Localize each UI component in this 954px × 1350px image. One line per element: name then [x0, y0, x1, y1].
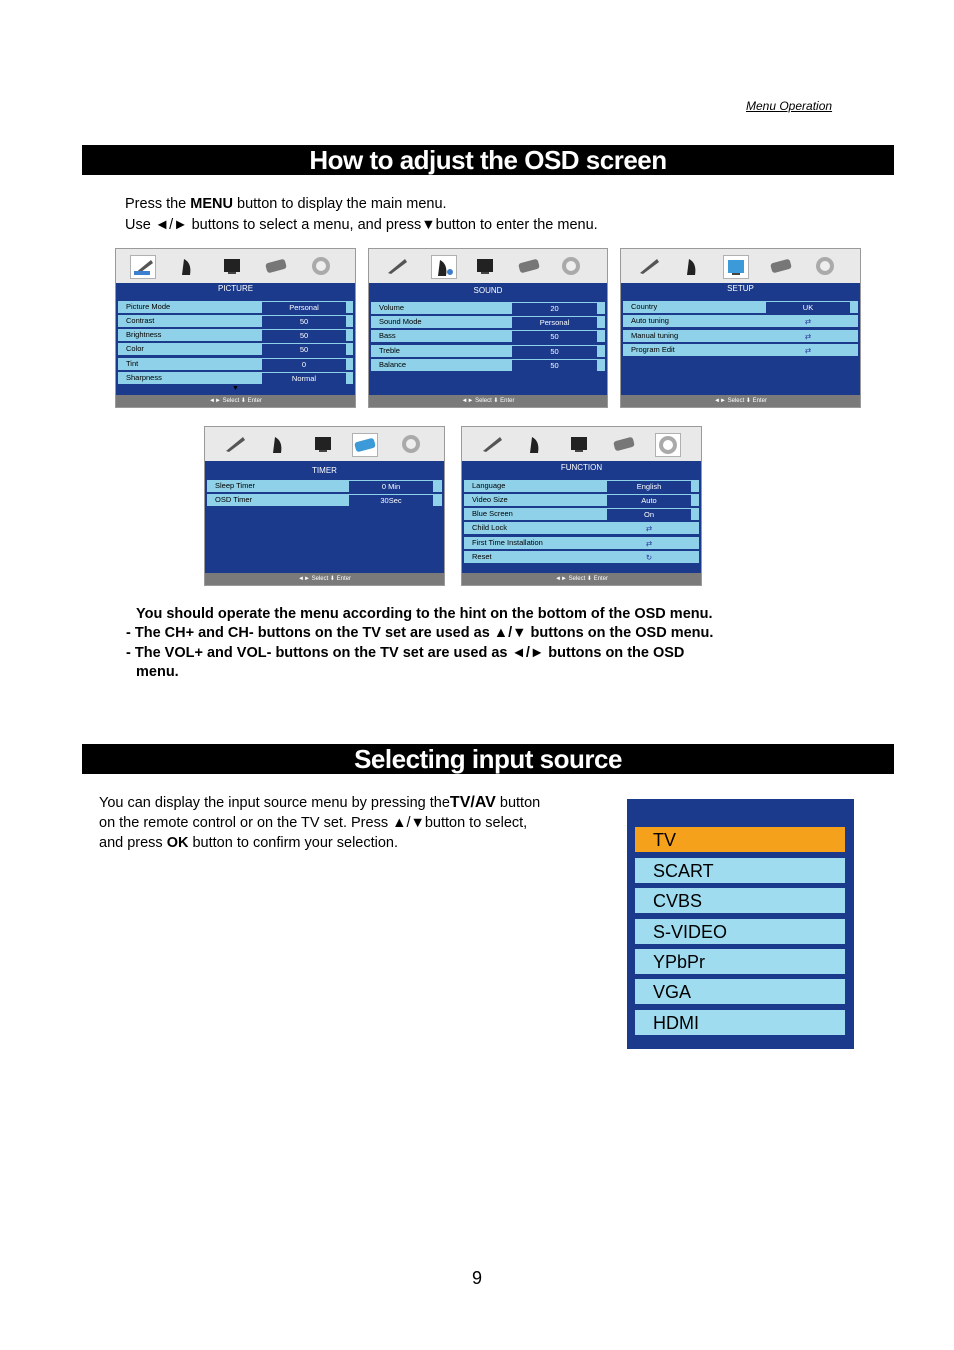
- osd-icon-bar: [116, 249, 355, 283]
- row-label: Auto tuning: [631, 316, 669, 325]
- timer-icon: [352, 433, 378, 457]
- sound-icon: [681, 255, 705, 277]
- menu-title: SOUND: [473, 286, 503, 295]
- source-label: HDMI: [653, 1013, 699, 1033]
- row-value: Personal: [262, 302, 346, 313]
- source-label: VGA: [653, 982, 692, 1002]
- hint-line-3: - The VOL+ and VOL- buttons on the TV set are used as ◄/► buttons on the OSD: [126, 645, 685, 661]
- source-item-tv[interactable]: [635, 827, 845, 852]
- menu-row[interactable]: [464, 522, 699, 534]
- menu-row[interactable]: [464, 480, 699, 492]
- menu-title: TIMER: [312, 466, 337, 475]
- tvav-keyword: TV/AV: [449, 794, 496, 811]
- row-value: 50: [262, 330, 346, 341]
- row-label: Reset: [472, 552, 492, 561]
- source-item-svideo[interactable]: [635, 919, 845, 944]
- row-value: 50: [512, 331, 597, 342]
- osd-setup-menu: [620, 248, 861, 408]
- timer-icon: [264, 255, 288, 277]
- source-label: S-VIDEO: [653, 922, 728, 942]
- menu-row[interactable]: [118, 372, 353, 384]
- menu-row[interactable]: [118, 358, 353, 370]
- row-label: Treble: [379, 346, 400, 355]
- row-value: English: [607, 481, 691, 492]
- row-value: UK: [766, 302, 850, 313]
- swap-icon: ⇄: [645, 524, 653, 533]
- picture-icon: [637, 255, 661, 277]
- row-value: 50: [262, 344, 346, 355]
- setup-icon: [567, 433, 591, 455]
- menu-row[interactable]: [371, 330, 605, 342]
- setup-icon: [473, 255, 497, 277]
- osd-icon-bar: [369, 249, 607, 283]
- swap-icon: ⇄: [804, 332, 812, 341]
- menu-row[interactable]: [207, 494, 442, 506]
- row-value: Normal: [262, 373, 346, 384]
- row-label: Country: [631, 302, 658, 311]
- menu-row[interactable]: [371, 302, 605, 314]
- text: button to confirm your selection.: [188, 835, 399, 851]
- row-label: Color: [126, 344, 144, 353]
- function-icon: [559, 255, 583, 277]
- timer-icon: [517, 255, 541, 277]
- row-label: Sharpness: [126, 373, 162, 382]
- menu-row[interactable]: [464, 494, 699, 506]
- menu-footer-hint: ◄► Select ⬇ Enter: [116, 395, 355, 407]
- text: and press: [99, 835, 167, 851]
- hint-line-2: - The CH+ and CH- buttons on the TV set are used as ▲/▼ buttons on the OSD menu.: [126, 625, 714, 641]
- menu-row[interactable]: [623, 315, 858, 327]
- row-label: Manual tuning: [631, 331, 679, 340]
- menu-row[interactable]: [371, 316, 605, 328]
- intro-pre: Press the: [125, 196, 191, 212]
- hint-line-1: You should operate the menu according to the hint on the bottom of the OSD menu.: [136, 606, 713, 622]
- osd-function-menu: [461, 426, 702, 586]
- picture-icon: [385, 255, 409, 277]
- osd-icon-bar: [205, 427, 444, 461]
- menu-footer-hint: ◄► Select ⬇ Enter: [205, 573, 444, 585]
- row-label: First Time Installation: [472, 538, 543, 547]
- sound-icon: [524, 433, 548, 455]
- source-item-ypbpr[interactable]: [635, 949, 845, 974]
- setup-icon: [311, 433, 335, 455]
- menu-row[interactable]: [371, 345, 605, 357]
- row-label: Video Size: [472, 495, 508, 504]
- row-label: Tint: [126, 359, 139, 368]
- row-value: Personal: [512, 317, 597, 328]
- source-item-hdmi[interactable]: [635, 1010, 845, 1035]
- menu-row[interactable]: [118, 315, 353, 327]
- sound-icon: [431, 255, 457, 279]
- scroll-down-icon: ▼: [232, 385, 239, 392]
- picture-icon: [223, 433, 247, 455]
- row-label: Balance: [379, 360, 407, 369]
- row-label: Sound Mode: [379, 317, 422, 326]
- source-line-1: [99, 793, 540, 813]
- source-line-2: on the remote control or on the TV set. Press ▲/▼button to select,: [99, 815, 528, 831]
- reset-icon: ↻: [645, 553, 653, 562]
- row-value: 0 Min: [349, 481, 433, 492]
- menu-row[interactable]: [623, 301, 858, 313]
- menu-footer-hint: ◄► Select ⬇ Enter: [621, 395, 860, 407]
- intro-line-2: Use ◄/► buttons to select a menu, and press▼button to enter the menu.: [125, 217, 598, 233]
- picture-icon: [130, 255, 156, 279]
- menu-keyword: MENU: [190, 196, 233, 212]
- menu-title: FUNCTION: [560, 463, 603, 472]
- source-instructions: [99, 793, 540, 853]
- source-item-scart[interactable]: [635, 858, 845, 883]
- source-item-cvbs[interactable]: [635, 888, 845, 913]
- header-note: Menu Operation: [746, 99, 833, 113]
- menu-footer-hint: ◄► Select ⬇ Enter: [462, 573, 701, 585]
- menu-row[interactable]: [623, 344, 858, 356]
- sound-icon: [267, 433, 291, 455]
- row-label: Language: [472, 481, 506, 490]
- row-label: Brightness: [126, 330, 162, 339]
- source-label: TV: [653, 830, 677, 850]
- input-source-menu: [627, 799, 854, 1049]
- row-label: Program Edit: [631, 345, 675, 354]
- setup-icon: [220, 255, 244, 277]
- row-label: Contrast: [126, 316, 155, 325]
- menu-title: SETUP: [727, 284, 754, 293]
- setup-icon: [723, 255, 749, 279]
- row-value: On: [607, 509, 691, 520]
- text: button: [495, 795, 541, 811]
- row-value: 50: [262, 316, 346, 327]
- menu-row[interactable]: [623, 330, 858, 342]
- sound-icon: [176, 255, 200, 277]
- function-icon: [399, 433, 423, 455]
- menu-row[interactable]: [464, 551, 699, 563]
- menu-row[interactable]: [118, 329, 353, 341]
- row-value: Auto: [607, 495, 691, 506]
- row-value: 30Sec: [349, 495, 433, 506]
- row-label: Sleep Timer: [215, 481, 256, 490]
- row-label: OSD Timer: [215, 495, 253, 504]
- section-title-osd: How to adjust the OSD screen: [82, 145, 894, 175]
- ok-keyword: OK: [166, 835, 189, 851]
- menu-row[interactable]: [118, 301, 353, 313]
- row-label: Picture Mode: [126, 302, 171, 311]
- menu-row[interactable]: [464, 508, 699, 520]
- row-label: Blue Screen: [472, 509, 513, 518]
- source-label: SCART: [653, 861, 714, 881]
- menu-title: PICTURE: [217, 284, 254, 293]
- page-number: 9: [471, 1268, 482, 1288]
- section-title-source: Selecting input source: [82, 744, 894, 774]
- text: You can display the input source menu by pressing the: [99, 795, 450, 811]
- row-value: 50: [512, 346, 597, 357]
- menu-row[interactable]: [118, 343, 353, 355]
- menu-footer-hint: ◄► Select ⬇ Enter: [369, 395, 607, 407]
- row-value: 20: [512, 303, 597, 314]
- row-value: 0: [262, 359, 346, 370]
- function-icon: [813, 255, 837, 277]
- intro-line-1: [125, 194, 447, 215]
- hint-line-4: menu.: [136, 664, 179, 680]
- osd-icon-bar: [621, 249, 860, 283]
- source-item-vga[interactable]: [635, 979, 845, 1004]
- source-label: CVBS: [653, 891, 703, 911]
- source-line-3: [99, 833, 540, 853]
- swap-icon: ⇄: [804, 346, 812, 355]
- osd-picture-menu: [115, 248, 356, 408]
- row-value: 50: [512, 360, 597, 371]
- menu-row[interactable]: [371, 359, 605, 371]
- menu-row[interactable]: [207, 480, 442, 492]
- swap-icon: ⇄: [645, 539, 653, 548]
- timer-icon: [612, 433, 636, 455]
- timer-icon: [769, 255, 793, 277]
- osd-sound-menu: [368, 248, 608, 408]
- row-label: Volume: [379, 303, 405, 312]
- osd-timer-menu: [204, 426, 445, 586]
- function-icon: [309, 255, 333, 277]
- row-label: Child Lock: [472, 523, 508, 532]
- function-icon: [655, 433, 681, 457]
- osd-icon-bar: [462, 427, 701, 461]
- swap-icon: ⇄: [804, 317, 812, 326]
- picture-icon: [480, 433, 504, 455]
- source-label: YPbPr: [653, 952, 706, 972]
- menu-row[interactable]: [464, 537, 699, 549]
- intro-post: button to display the main menu.: [232, 196, 447, 212]
- row-label: Bass: [379, 331, 396, 340]
